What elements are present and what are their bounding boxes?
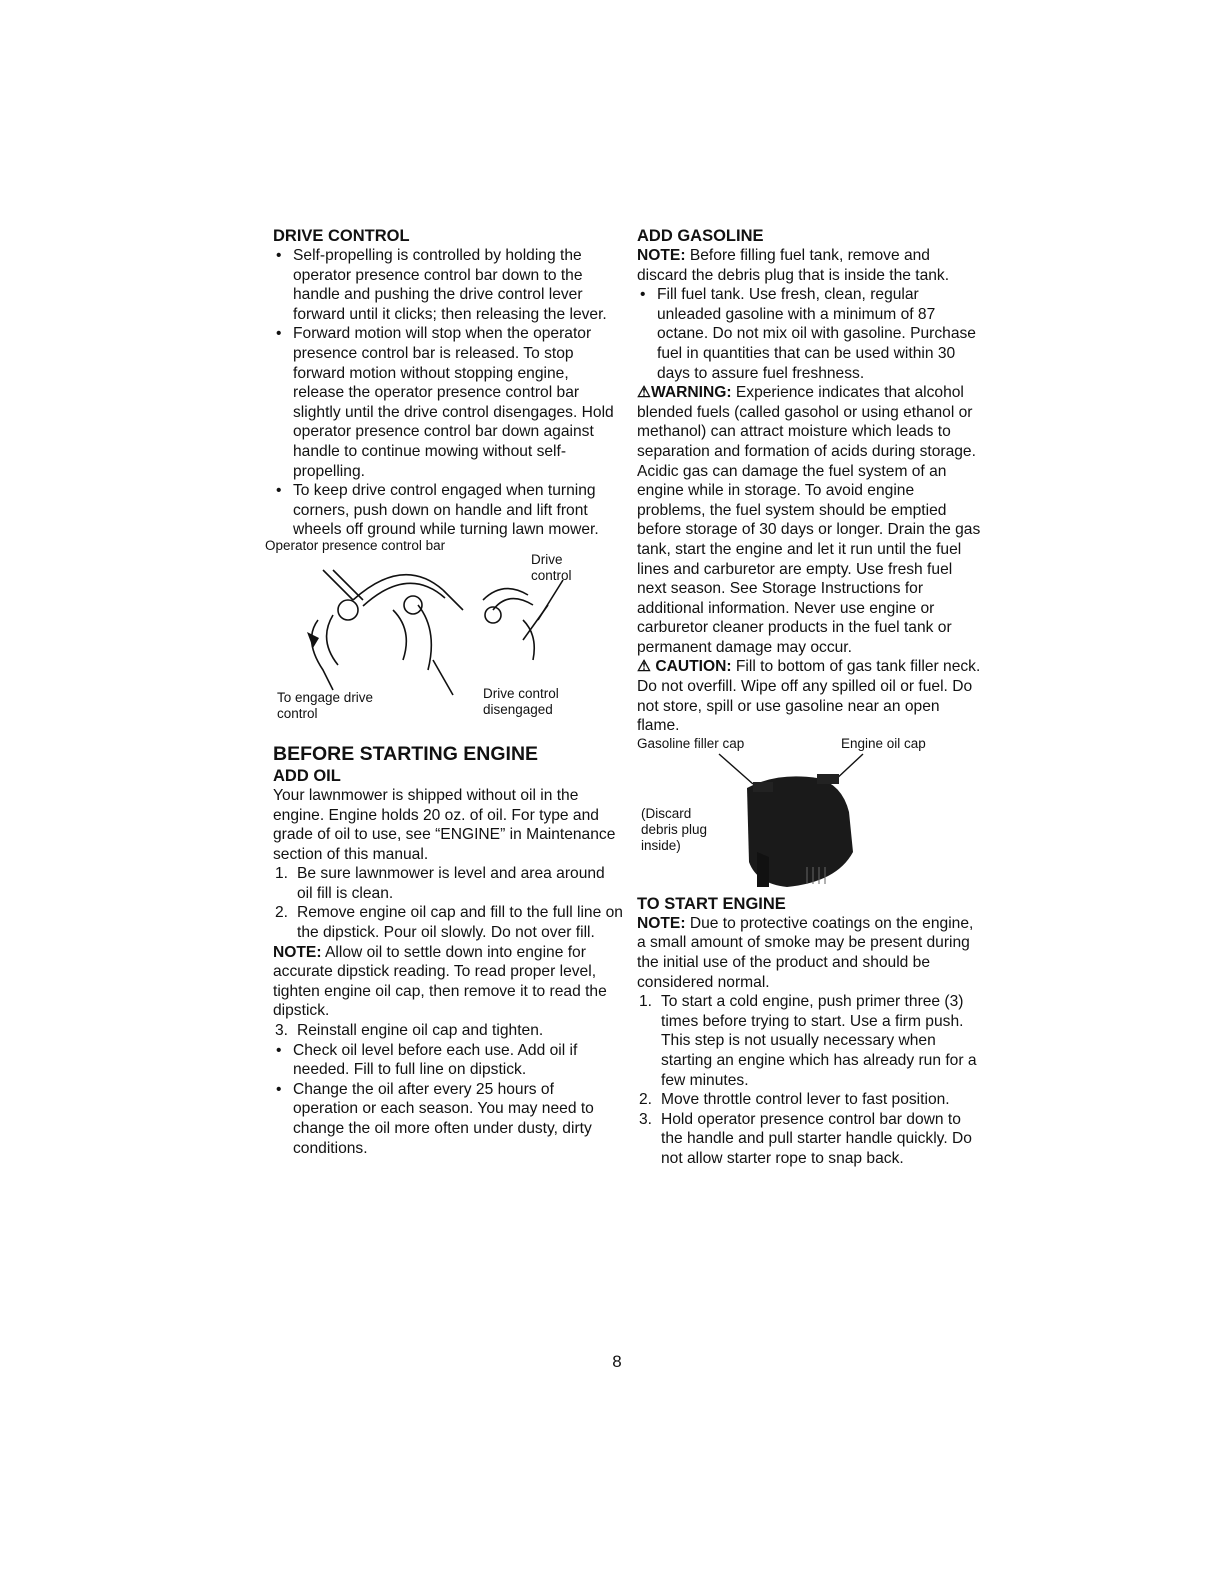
discard-label: (Discard debris plug inside): [641, 805, 708, 853]
list-item: • Self-propelling is controlled by holding the operator presence control bar down to the handle and pushing the drive control lever forward until it clicks; then releasing the lever.: [273, 246, 623, 324]
gasoline-caution: ⚠ CAUTION: Fill to bottom of gas tank filler neck. Do not overfill. Wipe off any spilled oil or fuel. Do not store, spill or use gasoline near an open flame.: [637, 658, 981, 735]
to-engage-label: To engage drive control: [277, 689, 374, 721]
oil-steps-list: [273, 864, 623, 942]
list-item: • Change the oil after every 25 hours of operation or each season. You may need to change the oil more often under dusty, dirty conditions.: [273, 1080, 623, 1158]
before-starting-heading: BEFORE STARTING ENGINE: [273, 742, 539, 765]
start-note: NOTE: Due to protective coatings on the engine, a small amount of smoke may be present during the initial use of the product and should be considered normal.: [637, 914, 974, 991]
left-column: [265, 226, 623, 1158]
list-item: • To keep drive control engaged when turning corners, push down on handle and lift front wheels off ground while turning lawn mower.: [273, 481, 623, 540]
page-number: 8: [612, 1352, 622, 1371]
warning-triangle-icon: ⚠: [637, 384, 651, 402]
oil-bullets: [273, 1041, 623, 1159]
list-item: 3. Reinstall engine oil cap and tighten.: [275, 1022, 544, 1040]
list-item: 3. Hold operator presence control bar down to the handle and pull starter handle quickly. Do not allow starter rope to snap back.: [639, 1110, 972, 1167]
list-item: 1. To start a cold engine, push primer three (3) times before trying to start. Use a firm push. This step is not usually necessary when starting an engine which has already run for a few minutes.: [639, 993, 977, 1089]
engine-illustration: [717, 752, 877, 892]
list-item: 2. Move throttle control lever to fast position.: [639, 1091, 950, 1109]
oil-note: NOTE: Allow oil to settle down into engine for accurate dipstick reading. To read proper level, tighten engine oil cap, then remove it to read the dipstick.: [273, 943, 607, 1020]
start-steps-list: [637, 992, 982, 1168]
to-start-heading: TO START ENGINE: [637, 894, 786, 913]
list-item: • Forward motion will stop when the operator presence control bar is released. To stop forward motion without stopping engine, release the operator presence control bar slightly until the drive control disengages. Hold operator presence control bar down against handle to continue mowing without self-propelling.: [273, 324, 623, 481]
right-column: [637, 226, 982, 1169]
filler-cap-label: Gasoline filler cap: [637, 735, 745, 751]
add-oil-intro: Your lawnmower is shipped without oil in the engine. Engine holds 20 oz. of oil. For type and grade of oil to use, see “ENGINE” in Maintenance section of this manual.: [273, 786, 616, 863]
oil-step-3: [273, 1021, 623, 1041]
lawnmower-handle-illustration: [293, 560, 613, 700]
list-item: 2. Remove engine oil cap and fill to the full line on the dipstick. Pour oil slowly. Do not over fill.: [275, 904, 623, 942]
oil-cap-label: Engine oil cap: [841, 735, 926, 751]
gasoline-note: NOTE: Before filling fuel tank, remove and discard the debris plug that is inside the tank.: [637, 247, 950, 284]
drive-control-heading: DRIVE CONTROL: [273, 227, 410, 245]
gasoline-list: [637, 285, 982, 383]
list-item: • Check oil level before each use. Add oil if needed. Fill to full line on dipstick.: [273, 1041, 623, 1080]
drive-control-list: [273, 246, 623, 540]
list-item: 1. Be sure lawnmower is level and area around oil fill is clean.: [275, 865, 605, 902]
disengaged-label: Drive control disengaged: [483, 685, 559, 717]
caution-triangle-icon: ⚠: [637, 658, 651, 676]
gasoline-warning: ⚠WARNING: Experience indicates that alcohol blended fuels (called gasohol or using ethanol or methanol) can attract moisture which leads to separation and formation of acids during storage. Acidic gas can damage the fuel system of an engine while in storage. To avoid engine problems, the fuel system should be emptied before storage of 30 days or longer. Drain the gas tank, start the engine and let it run until the fuel lines and carburetor are empty. Use fresh fuel next season. See Storage Instructions for additional information. Never use engine or carburetor cleaner products in the fuel tank or permanent damage may occur.: [637, 384, 981, 656]
operator-bar-label: Operator presence control bar: [265, 537, 446, 553]
engine-figure: [637, 736, 982, 894]
add-oil-heading: ADD OIL: [273, 766, 341, 785]
drive-control-figure: [265, 537, 623, 740]
add-gasoline-heading: ADD GASOLINE: [637, 227, 764, 245]
drive-control-label: Drive control: [531, 551, 572, 583]
list-item: • Fill fuel tank. Use fresh, clean, regular unleaded gasoline with a minimum of 87 octane. Do not mix oil with gasoline. Purchase fuel in quantities that can be used within 30 days to assure fuel freshness.: [637, 285, 982, 383]
